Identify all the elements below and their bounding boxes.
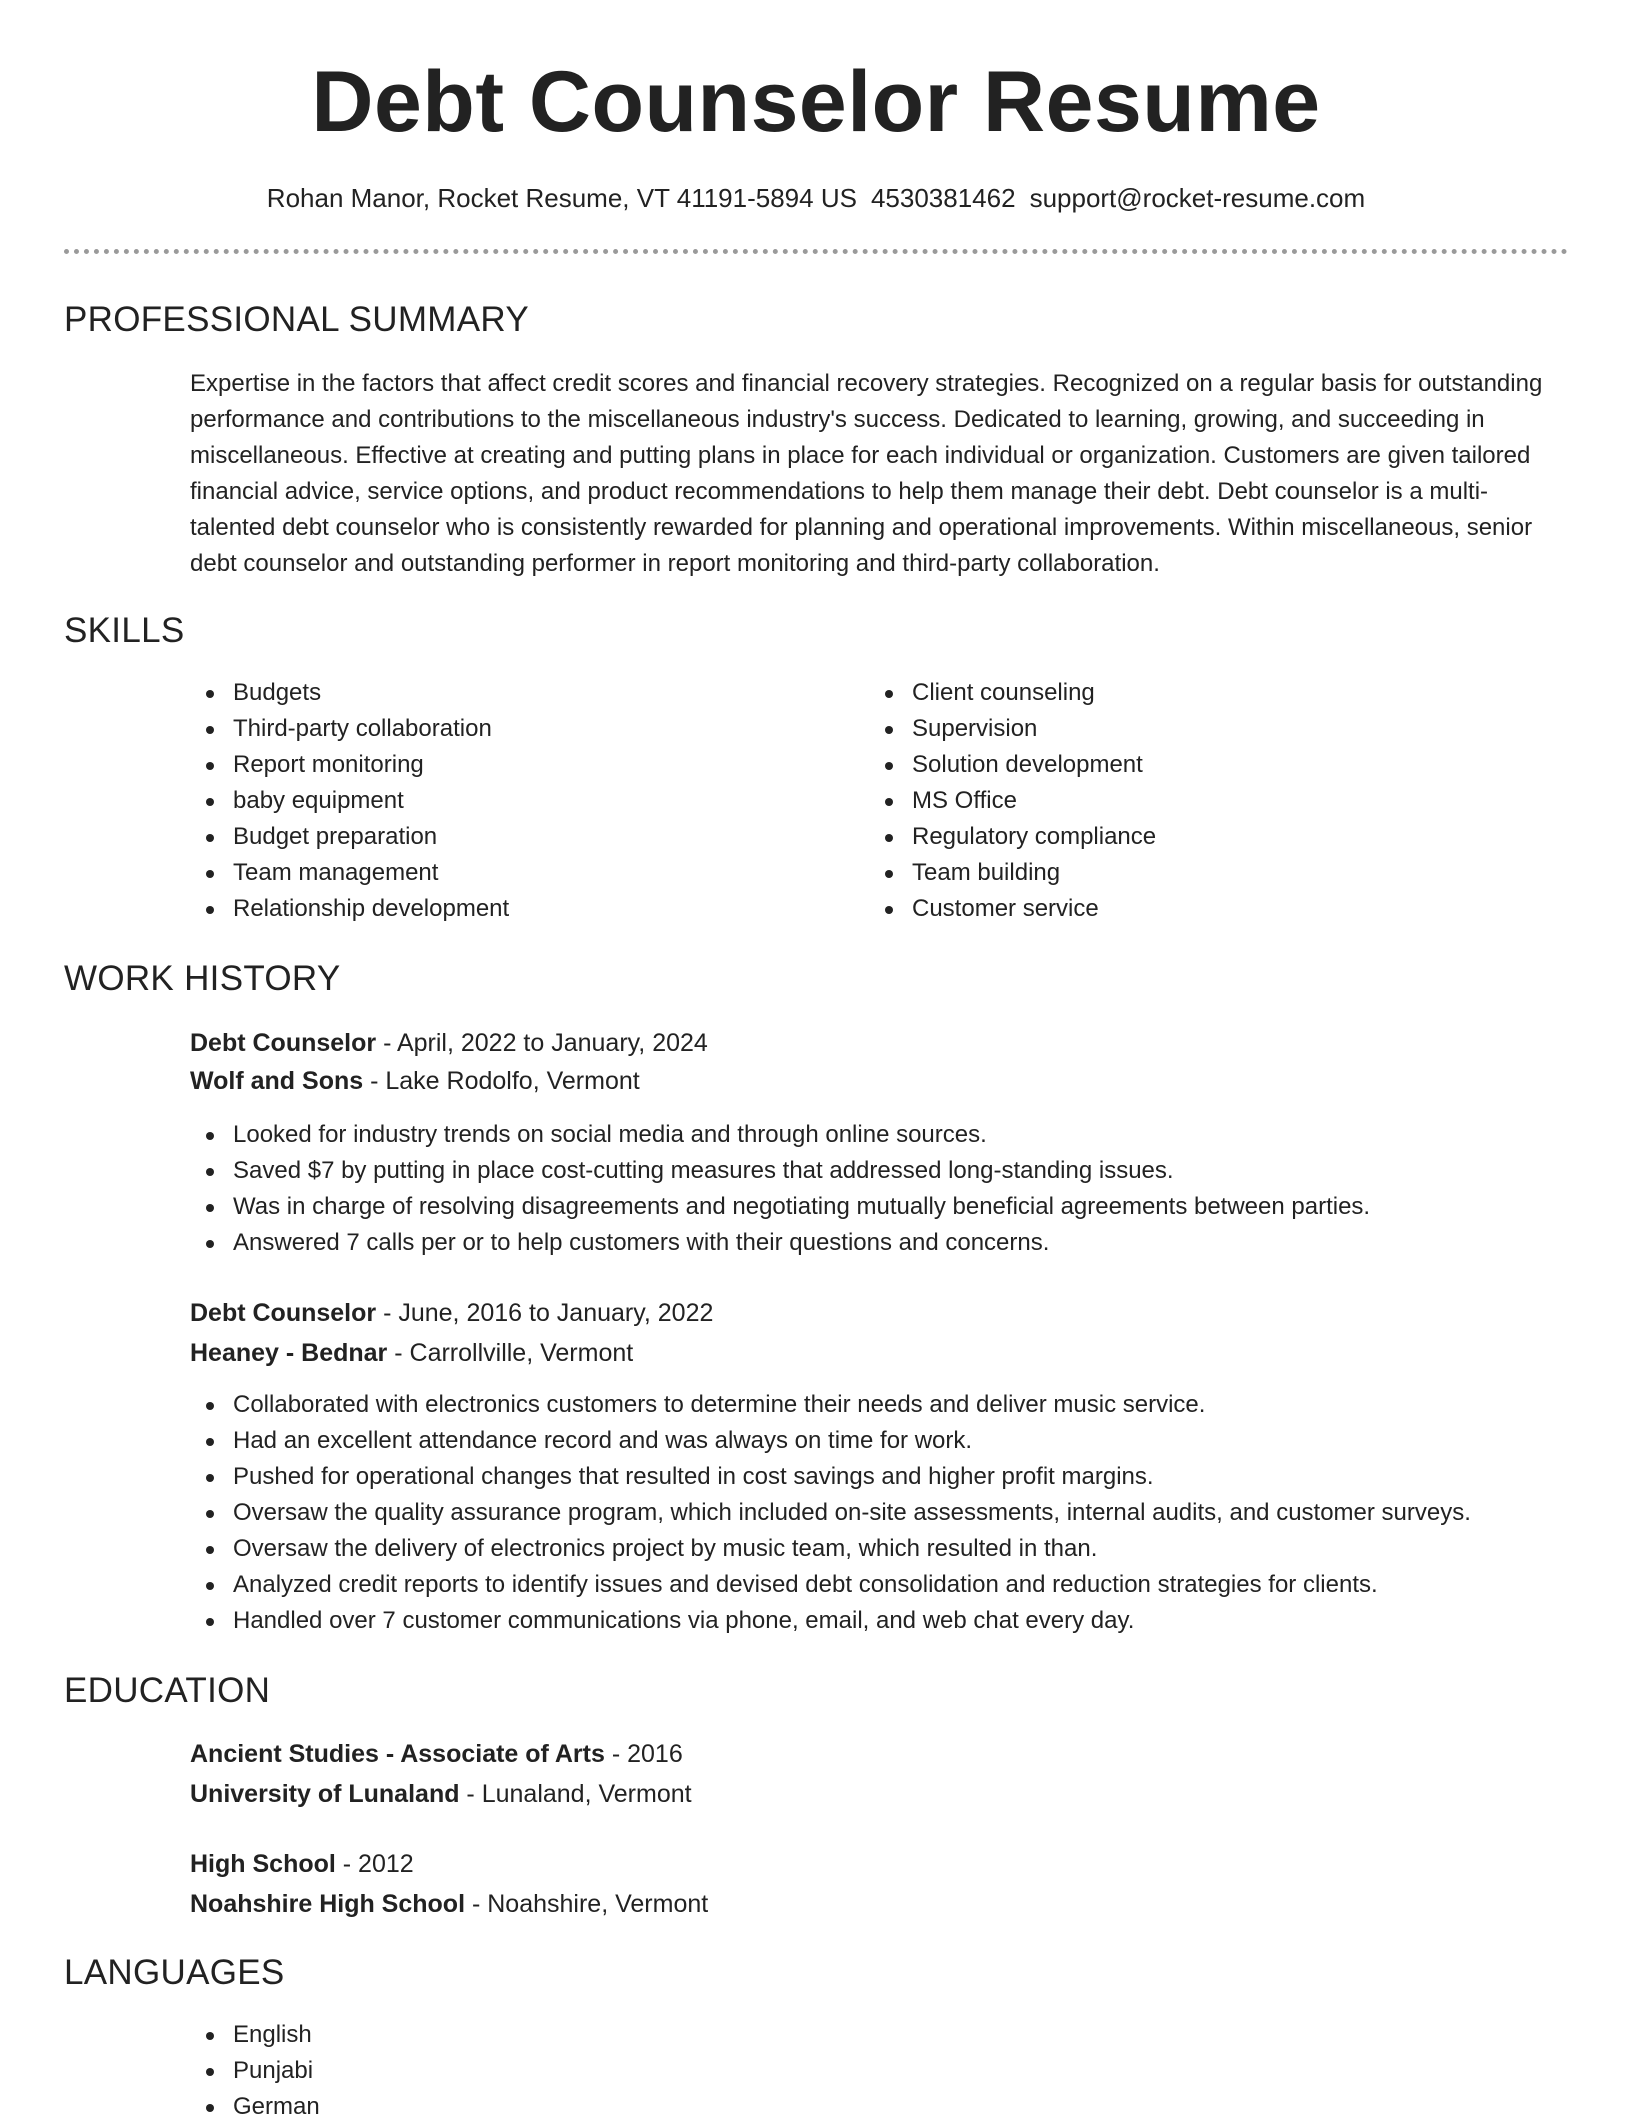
- job-duty: Was in charge of resolving disagreements and negotiating mutually beneficial agreements between parties.: [190, 1189, 1370, 1225]
- skill-item: Team building: [869, 855, 1156, 891]
- skill-item: Relationship development: [190, 891, 509, 927]
- job-title-line: [190, 1024, 708, 1062]
- skills-list-right: [869, 675, 1156, 927]
- contact-address: Rohan Manor, Rocket Resume, VT 41191-5894 US: [266, 183, 857, 213]
- skill-item: Regulatory compliance: [869, 819, 1156, 855]
- education-location: - Noahshire, Vermont: [465, 1890, 709, 1918]
- job-duty: Oversaw the quality assurance program, which included on-site assessments, internal audits, and customer surveys.: [190, 1495, 1471, 1531]
- skill-item: Budgets: [190, 675, 509, 711]
- skill-item: Supervision: [869, 711, 1156, 747]
- education-school-line: [190, 1775, 692, 1813]
- languages-heading: LANGUAGES: [64, 1953, 285, 1992]
- work-history-heading: WORK HISTORY: [64, 959, 341, 998]
- language-item: German: [190, 2089, 320, 2125]
- job-duty: Saved $7 by putting in place cost-cutting measures that addressed long-standing issues.: [190, 1153, 1370, 1189]
- resume-title: Debt Counselor Resume: [311, 54, 1321, 150]
- job-duty: Looked for industry trends on social media and through online sources.: [190, 1117, 1370, 1153]
- job-dates: - June, 2016 to January, 2022: [376, 1299, 714, 1327]
- job-company: Wolf and Sons: [190, 1067, 364, 1095]
- summary-text: Expertise in the factors that affect credit scores and financial recovery strategies. Recognized on a regular basis for outstanding performance and contributions to the miscellaneous industry's success. Dedicated to learning, growing, and succeeding in miscellaneous. Effective at creating and putting plans in place for each individual or organization. Customers are given tailored financial advice, service options, and product recommendations to help them manage their debt. Debt counselor is a multi-talented debt counselor who is consistently rewarded for planning and operational improvements. Within miscellaneous, senior debt counselor and outstanding performer in report monitoring and third-party collaboration.: [190, 370, 1543, 577]
- skill-item: Customer service: [869, 891, 1156, 927]
- job-title: Debt Counselor: [190, 1299, 377, 1327]
- skill-item: baby equipment: [190, 783, 509, 819]
- skill-item: Solution development: [869, 747, 1156, 783]
- education-location: - Lunaland, Vermont: [459, 1780, 692, 1808]
- job-duty: Pushed for operational changes that resulted in cost savings and higher profit margins.: [190, 1459, 1471, 1495]
- education-school-line: [190, 1885, 708, 1923]
- skill-item: Team management: [190, 855, 509, 891]
- skill-item: Client counseling: [869, 675, 1156, 711]
- education-school: University of Lunaland: [190, 1780, 460, 1808]
- job-company: Heaney - Bednar: [190, 1339, 388, 1367]
- education-degree: High School: [190, 1850, 336, 1878]
- job-title: Debt Counselor: [190, 1029, 377, 1057]
- education-heading: EDUCATION: [64, 1671, 271, 1710]
- job-location: - Lake Rodolfo, Vermont: [363, 1067, 640, 1095]
- education-year: - 2016: [604, 1740, 683, 1768]
- education-school: Noahshire High School: [190, 1890, 466, 1918]
- languages-list: [190, 2017, 320, 2125]
- summary-heading: PROFESSIONAL SUMMARY: [64, 300, 529, 339]
- skill-item: Report monitoring: [190, 747, 509, 783]
- education-degree-line: [190, 1735, 683, 1773]
- job-location: - Carrollville, Vermont: [387, 1339, 634, 1367]
- skill-item: Budget preparation: [190, 819, 509, 855]
- job-dates: - April, 2022 to January, 2024: [376, 1029, 708, 1057]
- language-item: English: [190, 2017, 320, 2053]
- job-duty: Oversaw the delivery of electronics project by music team, which resulted in than.: [190, 1531, 1471, 1567]
- job-duty: Handled over 7 customer communications via phone, email, and web chat every day.: [190, 1603, 1471, 1639]
- skills-heading: SKILLS: [64, 611, 185, 650]
- language-item: Punjabi: [190, 2053, 320, 2089]
- header-divider: [64, 249, 1568, 254]
- job-company-line: [190, 1334, 633, 1372]
- skill-item: Third-party collaboration: [190, 711, 509, 747]
- job-duties-list: [190, 1117, 1370, 1261]
- job-duty: Answered 7 calls per or to help customers with their questions and concerns.: [190, 1225, 1370, 1261]
- contact-info: [0, 180, 1632, 216]
- job-duties-list: [190, 1387, 1471, 1639]
- job-title-line: [190, 1294, 713, 1332]
- job-duty: Analyzed credit reports to identify issues and devised debt consolidation and reduction strategies for clients.: [190, 1567, 1471, 1603]
- job-company-line: [190, 1062, 640, 1100]
- job-duty: Collaborated with electronics customers to determine their needs and deliver music service.: [190, 1387, 1471, 1423]
- skills-list-left: [190, 675, 509, 927]
- education-degree-line: [190, 1845, 414, 1883]
- contact-phone: 4530381462: [870, 183, 1016, 213]
- education-year: - 2012: [335, 1850, 414, 1878]
- education-degree: Ancient Studies - Associate of Arts: [190, 1740, 605, 1768]
- job-duty: Had an excellent attendance record and was always on time for work.: [190, 1423, 1471, 1459]
- contact-email: support@rocket-resume.com: [1029, 183, 1366, 213]
- skill-item: MS Office: [869, 783, 1156, 819]
